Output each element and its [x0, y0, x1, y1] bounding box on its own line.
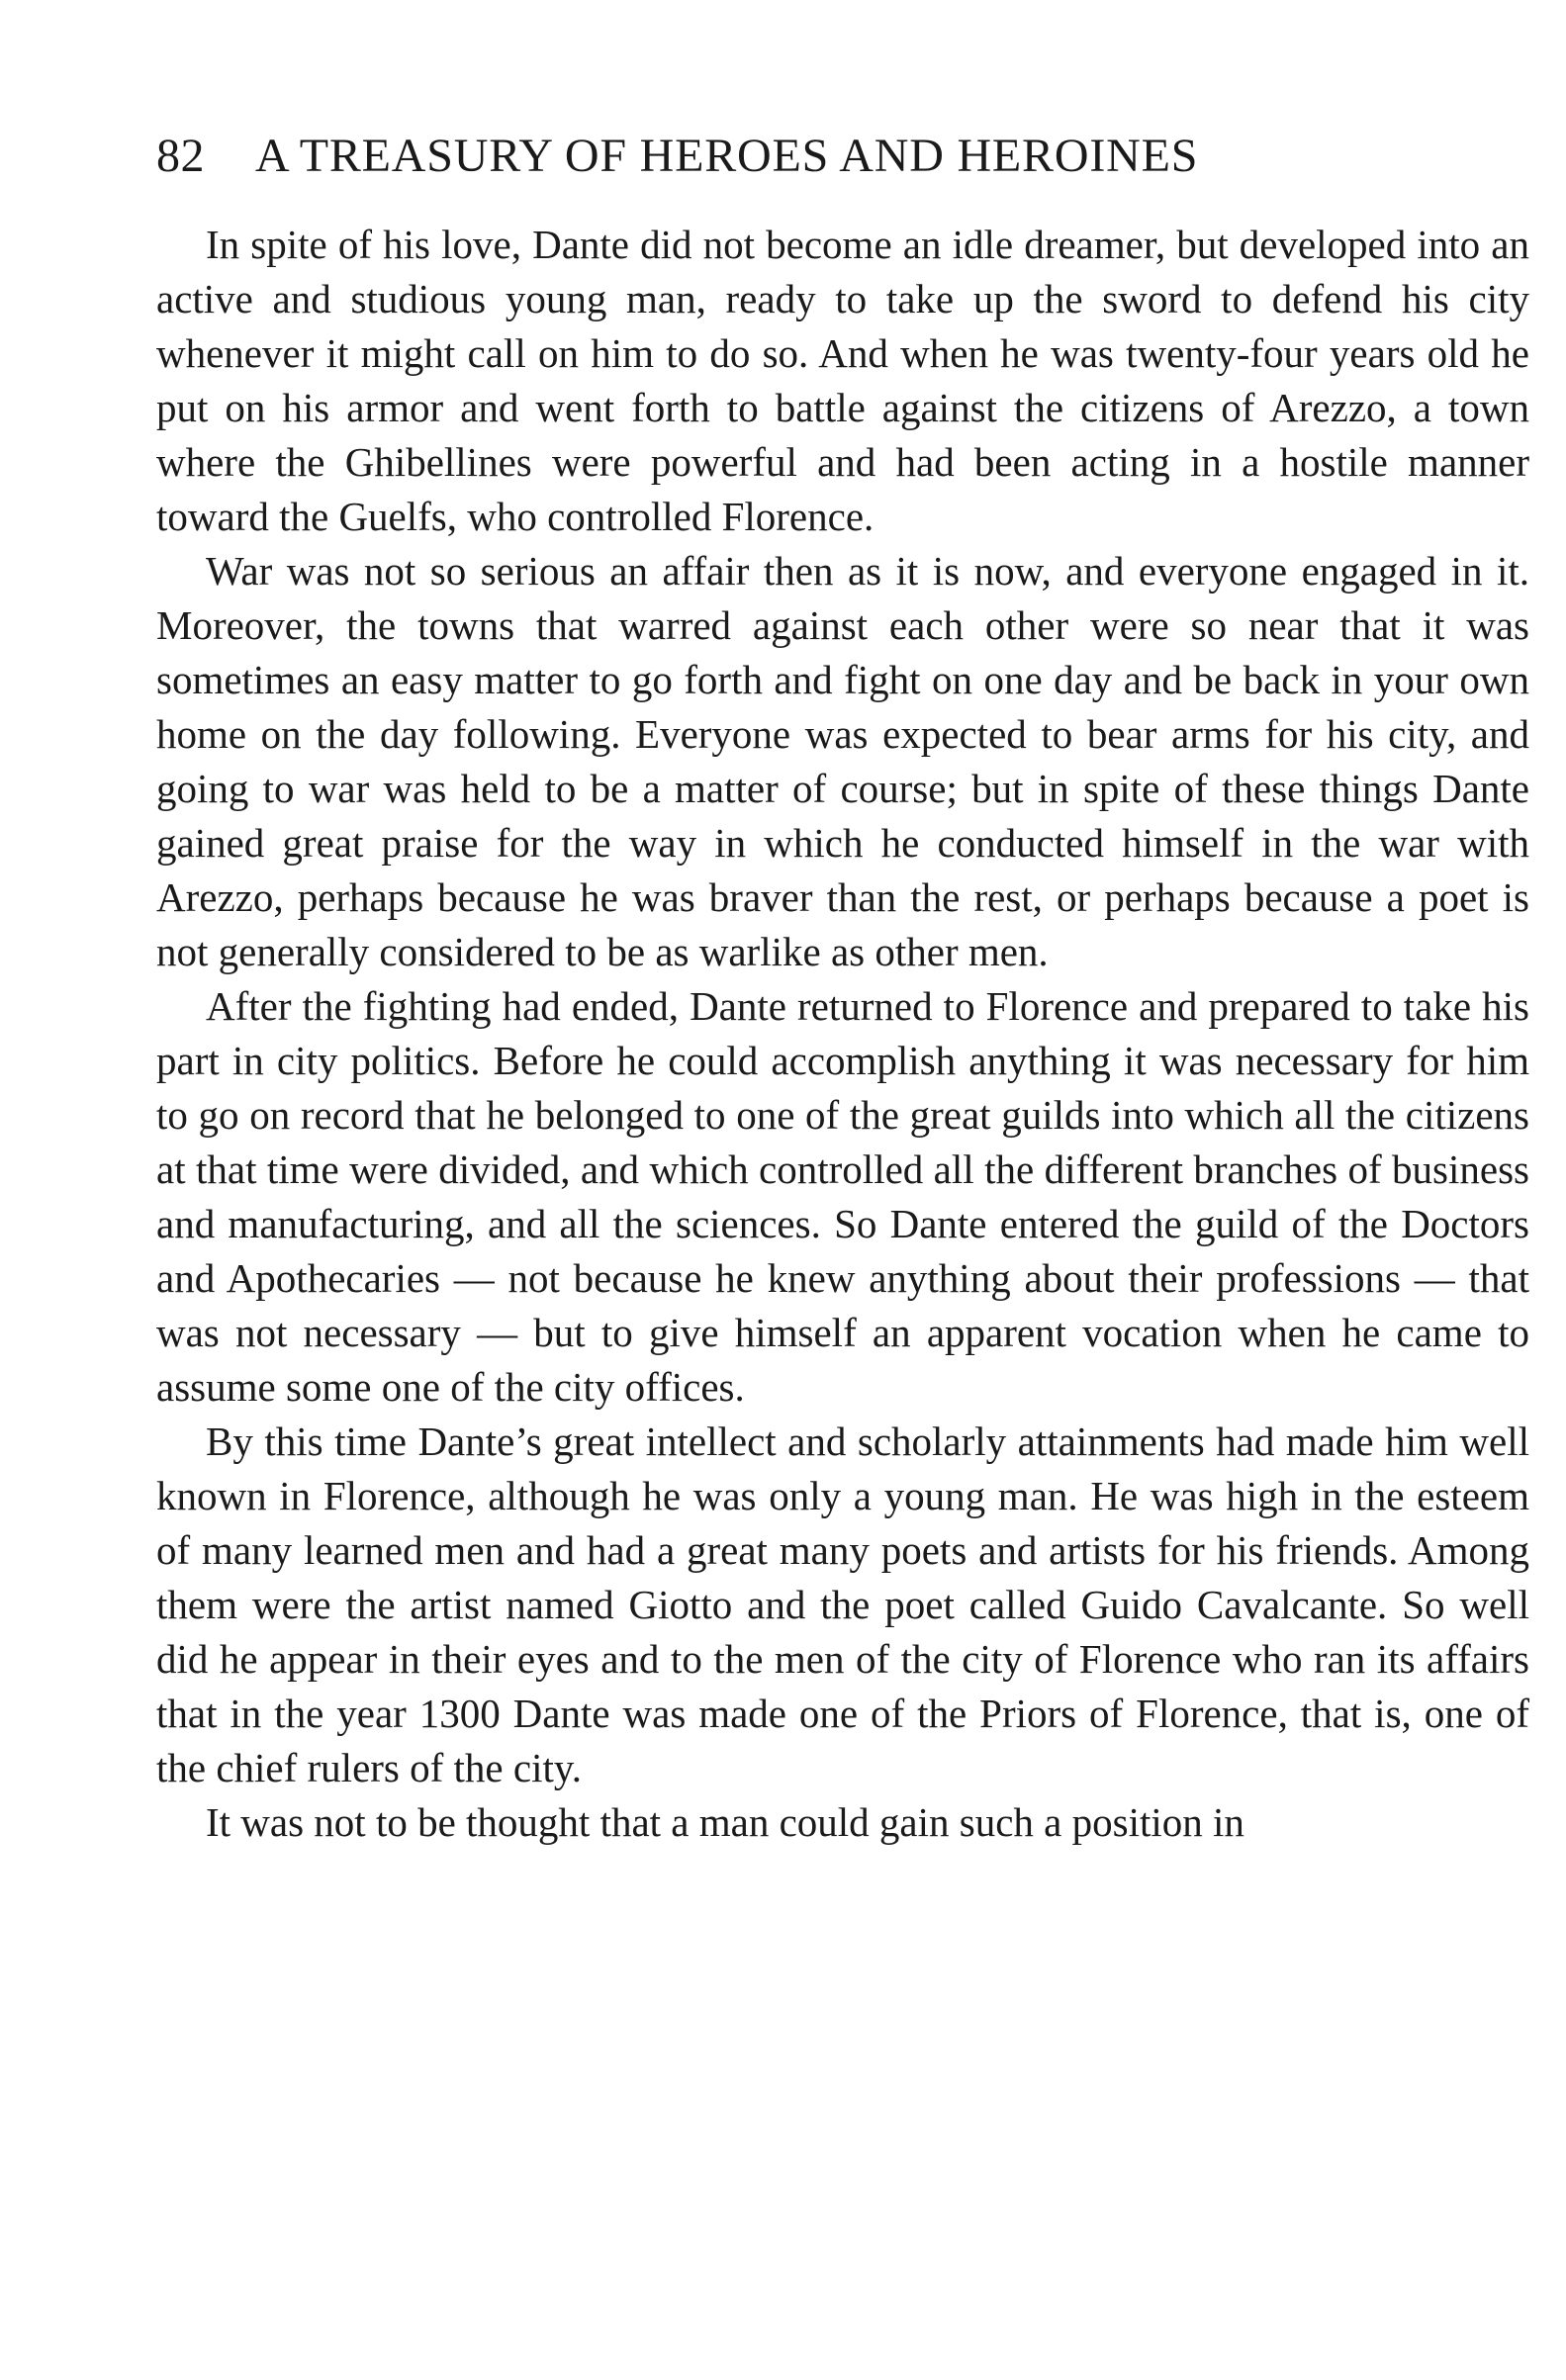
paragraph-4: By this time Dante’s great intellect and scholarly attainments had made him well known in Florence, although he was only a young man. He was high in the esteem of many learned men and had a great many poets and artists for his friends. Among them were the artist named Giotto and the poet called Guido Cavalcante. So well did he appear in their eyes and to the men of the city of Florence who ran its affairs that in the year 1300 Dante was made one of the Priors of Florence, that is, one of the chief rulers of the city.: [156, 1419, 1529, 1790]
paragraph-2: War was not so serious an affair then as it is now, and everyone engaged in it. Moreover, the towns that warred against each other were so near that it was sometimes an easy matter to go forth and fight on one day and be back in your own home on the day following. Everyone was expected to bear arms for his city, and going to war was held to be a matter of course; but in spite of these things Dante gained great praise for the way in which he conducted himself in the war with Arezzo, perhaps because he was braver than the rest, or perhaps because a poet is not generally considered to be as warlike as other men.: [156, 548, 1529, 974]
running-title: A TREASURY OF HEROES AND HEROINES: [255, 130, 1199, 182]
body-text: [156, 218, 1529, 1850]
book-page: [156, 129, 1529, 1850]
page-number: 82: [156, 130, 205, 182]
page-header: [156, 129, 1529, 208]
paragraph-1: In spite of his love, Dante did not become an idle dreamer, but developed into an active and studious young man, ready to take up the sword to defend his city whenever it might call on him to do so. And when he was twenty-four years old he put on his armor and went forth to battle against the citizens of Arezzo, a town where the Ghibellines were powerful and had been acting in a hostile manner toward the Guelfs, who controlled Florence.: [156, 222, 1529, 539]
paragraph-3: After the fighting had ended, Dante returned to Florence and prepared to take his part in city politics. Before he could accomplish anything it was necessary for him to go on record that he belonged to one of the great guilds into which all the citizens at that time were divided, and which controlled all the different branches of business and manufacturing, and all the sciences. So Dante entered the guild of the Doctors and Apothecaries — not because he knew anything about their professions — that was not necessary — but to give himself an apparent vocation when he came to assume some one of the city offices.: [156, 983, 1529, 1410]
paragraph-5: It was not to be thought that a man could gain such a position in: [206, 1799, 1244, 1845]
